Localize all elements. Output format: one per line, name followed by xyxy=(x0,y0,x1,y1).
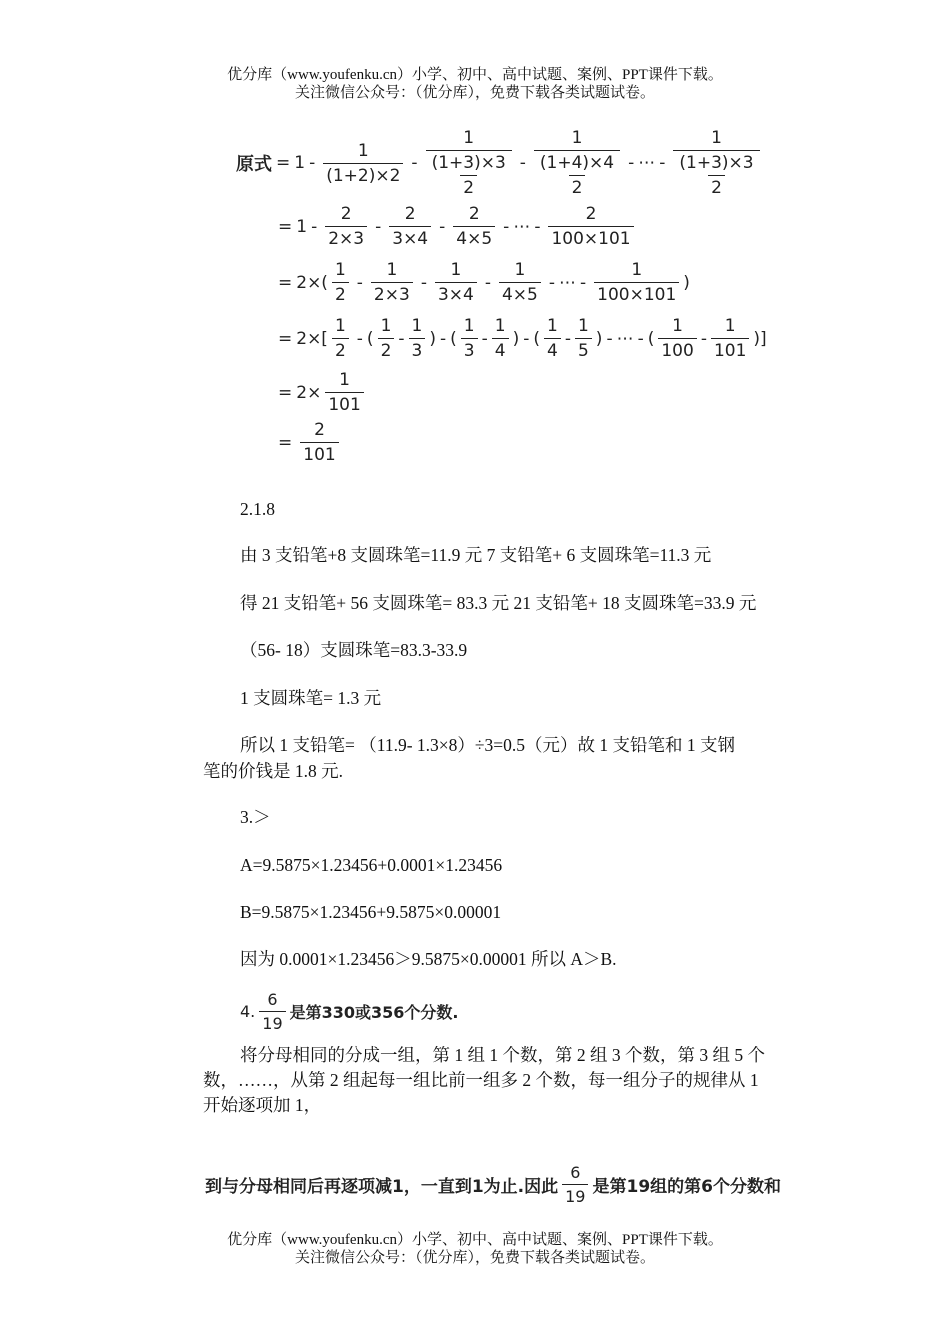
close-paren: ) xyxy=(753,328,761,349)
numerator: 1 xyxy=(463,128,475,148)
close-bracket: ] xyxy=(760,328,767,349)
fraction-6-19 xyxy=(562,1163,588,1206)
fraction xyxy=(325,204,367,249)
header-line-1: 优分库（www.youfenku.cn）小学、初中、高中试题、案例、PPT课件下载。 xyxy=(227,67,723,83)
fraction xyxy=(594,260,679,305)
ellipsis: ⋯ xyxy=(559,272,577,293)
fraction xyxy=(371,260,413,305)
denominator: 100×101 xyxy=(548,226,633,249)
minus-sign: - xyxy=(637,328,644,349)
fraction xyxy=(378,316,395,361)
minus-sign: - xyxy=(523,328,530,349)
denominator: 2 xyxy=(569,175,586,198)
fraction xyxy=(332,316,349,361)
header-line-2: 关注微信公众号：（优分库），免费下载各类试题试卷。 xyxy=(294,85,655,101)
numerator: 1 xyxy=(334,260,346,280)
fraction xyxy=(332,260,349,305)
nested-fraction xyxy=(537,153,617,198)
denominator: 101 xyxy=(325,392,363,415)
fraction xyxy=(325,370,363,415)
paragraph-grouping-2: 数，……，从第 2 组起每一组比前一组多 2 个数，每一组分子的规律从 1 xyxy=(203,1070,759,1090)
denominator: 2 xyxy=(708,175,725,198)
coefficient: 2×[ xyxy=(296,328,328,349)
minus-sign: - xyxy=(606,328,613,349)
denominator: 3 xyxy=(409,338,426,361)
denominator: 2 xyxy=(378,338,395,361)
numerator: (1+3)×3 xyxy=(431,153,506,173)
equals-sign: = xyxy=(278,216,293,237)
numerator: 1 xyxy=(450,260,462,280)
coefficient: 2×( xyxy=(296,272,328,293)
denominator: 4 xyxy=(544,338,561,361)
footer-line-1: 优分库（www.youfenku.cn）小学、初中、高中试题、案例、PPT课件下载。 xyxy=(227,1232,723,1248)
denominator xyxy=(426,150,512,198)
denominator: 3×4 xyxy=(435,282,477,305)
minus-sign: - xyxy=(398,328,405,349)
equals-sign: = xyxy=(278,382,293,403)
fraction xyxy=(499,260,541,305)
minus-sign: - xyxy=(481,328,488,349)
minus-sign: - xyxy=(548,272,556,293)
minus-sign: - xyxy=(356,328,363,349)
math-row-6 xyxy=(274,420,343,465)
numerator: 2 xyxy=(585,204,597,224)
denominator: 19 xyxy=(259,1011,285,1033)
denominator: 2 xyxy=(332,338,349,361)
numerator: 1 xyxy=(724,316,736,336)
denominator: 2 xyxy=(460,175,477,198)
numerator: 1 xyxy=(577,316,589,336)
nested-fraction xyxy=(429,153,509,198)
answer-text: 是第330或356个分数. xyxy=(289,1003,459,1022)
conclusion-text: 到与分母相同后再逐项减1，一直到1为止.因此 xyxy=(205,1177,559,1197)
numerator: 6 xyxy=(267,990,278,1009)
footer-line-2: 关注微信公众号：（优分库），免费下载各类试题试卷。 xyxy=(294,1250,655,1266)
paragraph-a-def: A=9.5875×1.23456+0.0001×1.23456 xyxy=(240,855,503,875)
math-row-4 xyxy=(274,316,767,361)
numerator: 1 xyxy=(463,316,475,336)
fraction xyxy=(658,316,696,361)
fraction xyxy=(492,316,509,361)
numerator: 1 xyxy=(711,128,722,148)
numerator: 1 xyxy=(514,260,526,280)
fraction xyxy=(300,420,338,465)
fraction xyxy=(389,204,431,249)
conclusion-suffix: 是第19组的第6个分数和 xyxy=(592,1177,781,1197)
ellipsis: ⋯ xyxy=(638,153,656,173)
numerator: 1 xyxy=(494,316,506,336)
math-row-3 xyxy=(274,260,690,305)
minus-sign: - xyxy=(309,153,316,173)
ellipsis: ⋯ xyxy=(513,216,531,237)
open-paren: ( xyxy=(647,328,655,349)
numerator: 1 xyxy=(547,316,558,336)
minus-sign: - xyxy=(420,272,427,293)
minus-sign: - xyxy=(564,328,571,349)
minus-sign: - xyxy=(519,153,526,173)
numerator: (1+4)×4 xyxy=(539,153,615,173)
close-paren: ) xyxy=(595,328,603,349)
numerator: 2 xyxy=(468,204,480,224)
paragraph-multiply: 得 21 支铅笔+ 56 支圆珠笔= 83.3 元 21 支铅笔+ 18 支圆珠笔=33.9 元 xyxy=(240,593,757,613)
coefficient: 2× xyxy=(296,382,322,403)
denominator: 4×5 xyxy=(499,282,541,305)
minus-sign: - xyxy=(375,216,382,237)
numerator: 2 xyxy=(404,204,416,224)
numerator: 1 xyxy=(380,316,392,336)
fraction xyxy=(544,316,561,361)
fraction xyxy=(534,128,620,198)
fraction-6-19 xyxy=(259,990,285,1033)
equals-sign: = xyxy=(278,328,293,349)
numerator: 1 xyxy=(571,128,583,148)
page-header xyxy=(0,66,950,102)
close-paren: ) xyxy=(683,272,690,293)
open-paren: ( xyxy=(533,328,540,349)
denominator: 4×5 xyxy=(453,226,495,249)
label-yuanshi: 原式 xyxy=(236,154,272,175)
paragraph-conclusion xyxy=(205,1163,781,1206)
paragraph-b-def: B=9.5875×1.23456+9.5875×0.00001 xyxy=(240,902,502,922)
paragraph-pen-price: 1 支圆珠笔= 1.3 元 xyxy=(240,688,382,708)
fraction xyxy=(461,316,478,361)
fraction xyxy=(711,316,749,361)
fraction xyxy=(673,128,759,198)
denominator: 3 xyxy=(461,338,478,361)
numerator: 1 xyxy=(411,316,423,336)
denominator: 4 xyxy=(492,338,509,361)
fraction xyxy=(453,204,495,249)
paragraph-grouping-3: 开始逐项加 1， xyxy=(203,1095,322,1115)
fraction xyxy=(548,204,633,249)
equals-sign: = xyxy=(278,272,293,293)
term-one: 1 xyxy=(296,216,308,237)
item-number: 4. xyxy=(240,1002,256,1021)
numerator: 1 xyxy=(386,260,398,280)
minus-sign: - xyxy=(439,216,446,237)
paragraph-4-answer xyxy=(240,990,459,1033)
denominator: (1+2)×2 xyxy=(323,163,403,186)
minus-sign: - xyxy=(440,328,447,349)
fraction xyxy=(435,260,477,305)
nested-fraction xyxy=(676,153,756,198)
denominator: 101 xyxy=(711,338,749,361)
ellipsis: ⋯ xyxy=(616,328,634,349)
minus-sign: - xyxy=(503,216,510,237)
math-row-1 xyxy=(236,128,764,198)
math-row-5 xyxy=(274,370,368,415)
paragraph-3: 3.＞ xyxy=(240,807,271,827)
denominator: 5 xyxy=(575,338,592,361)
denominator: 2 xyxy=(332,282,349,305)
denominator: 100×101 xyxy=(594,282,679,305)
fraction xyxy=(323,141,403,186)
paragraph-subtract: （56- 18）支圆珠笔=83.3-33.9 xyxy=(240,640,468,660)
equals-sign: = xyxy=(278,432,293,453)
denominator: 2×3 xyxy=(371,282,413,305)
numerator: 6 xyxy=(570,1163,581,1182)
denominator: 100 xyxy=(658,338,696,361)
denominator: 101 xyxy=(300,442,338,465)
minus-sign: - xyxy=(484,272,491,293)
fraction xyxy=(426,128,512,198)
open-paren: ( xyxy=(366,328,374,349)
paragraph-2-1-8: 2.1.8 xyxy=(240,499,275,519)
numerator: 1 xyxy=(672,316,683,336)
numerator: (1+3)×3 xyxy=(679,153,754,173)
denominator: 2×3 xyxy=(325,226,367,249)
math-row-2 xyxy=(274,204,638,249)
equals-sign: = xyxy=(276,153,291,173)
fraction xyxy=(575,316,592,361)
numerator: 2 xyxy=(340,204,352,224)
close-paren: ) xyxy=(512,328,520,349)
paragraph-pencil-price-2: 笔的价钱是 1.8 元. xyxy=(203,761,343,781)
denominator xyxy=(673,150,759,198)
minus-sign: - xyxy=(700,328,707,349)
minus-sign: - xyxy=(580,272,587,293)
fraction xyxy=(409,316,426,361)
paragraph-pencil-price-1: 所以 1 支铅笔= （11.9- 1.3×8）÷3=0.5（元）故 1 支铅笔和 1 支钢 xyxy=(240,735,736,755)
numerator: 2 xyxy=(314,420,325,440)
numerator: 1 xyxy=(339,370,350,390)
numerator: 1 xyxy=(631,260,643,280)
close-paren: ) xyxy=(429,328,436,349)
page-footer xyxy=(0,1231,950,1267)
minus-sign: - xyxy=(534,216,541,237)
paragraph-condition: 由 3 支铅笔+8 支圆珠笔=11.9 元 7 支铅笔+ 6 支圆珠笔=11.3 元 xyxy=(240,545,712,565)
minus-sign: - xyxy=(659,153,666,173)
term-one: 1 xyxy=(294,153,306,173)
numerator: 1 xyxy=(357,140,369,161)
minus-sign: - xyxy=(411,153,418,173)
minus-sign: - xyxy=(356,272,363,293)
minus-sign: - xyxy=(628,153,635,173)
minus-sign: - xyxy=(311,216,318,237)
denominator xyxy=(534,150,620,198)
math-derivation xyxy=(236,122,767,467)
paragraph-compare: 因为 0.0001×1.23456＞9.5875×0.00001 所以 A＞B. xyxy=(240,949,617,969)
paragraph-grouping-1: 将分母相同的分成一组，第 1 组 1 个数，第 2 组 3 个数，第 3 组 5 个 xyxy=(240,1045,765,1065)
open-paren: ( xyxy=(450,328,457,349)
denominator: 3×4 xyxy=(389,226,431,249)
denominator: 19 xyxy=(562,1184,588,1206)
numerator: 1 xyxy=(334,316,346,336)
